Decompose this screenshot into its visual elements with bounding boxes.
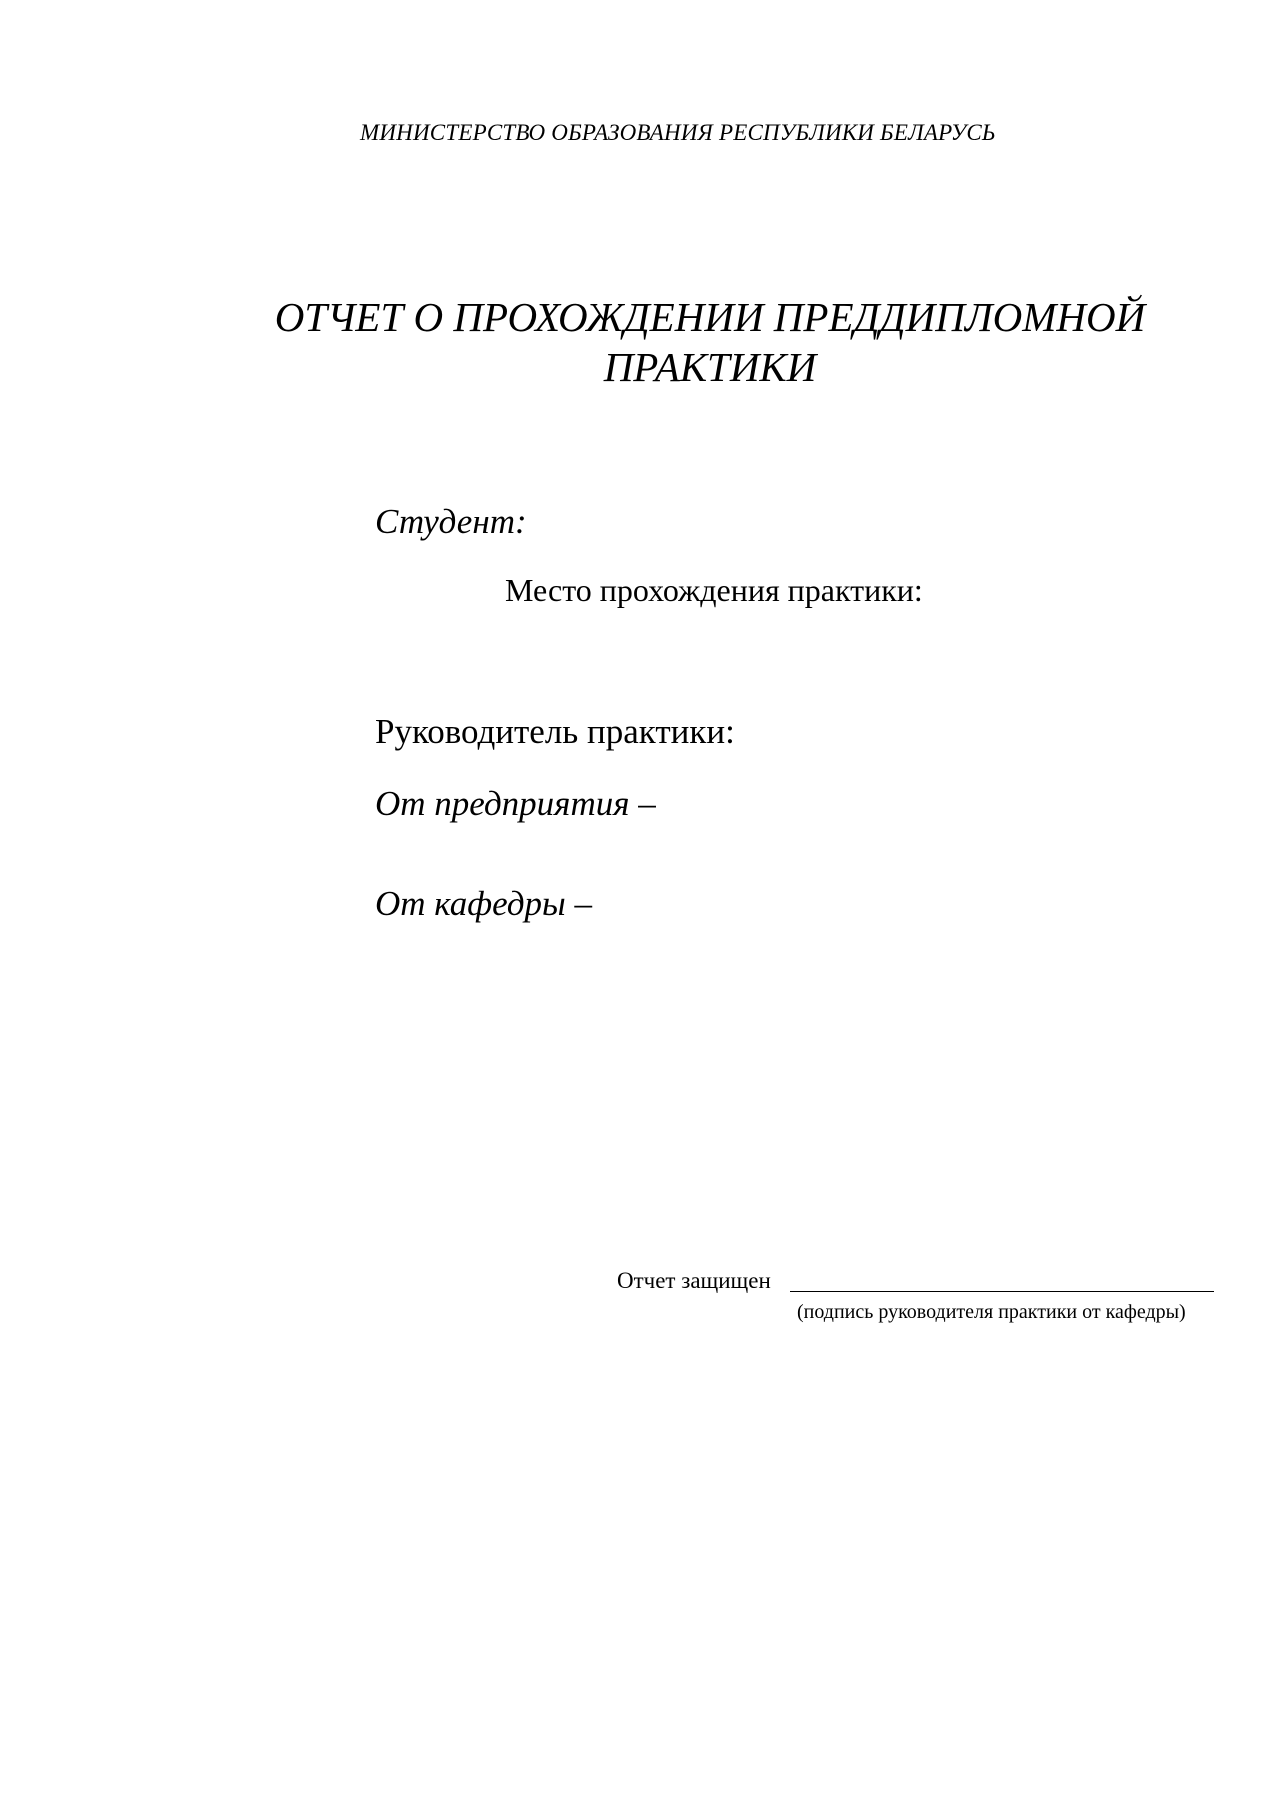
from-company-label: От предприятия –: [375, 784, 656, 823]
signature-caption: (подпись руководителя практики от кафедры): [797, 1301, 1186, 1323]
practice-supervisor-label: Руководитель практики:: [375, 712, 735, 751]
report-title: [0, 292, 1280, 392]
signature-line: [790, 1273, 1214, 1292]
ministry-header: МИНИСТЕРСТВО ОБРАЗОВАНИЯ РЕСПУБЛИКИ БЕЛАРУСЬ: [360, 120, 996, 145]
report-title-line-2: ПРАКТИКИ: [603, 344, 817, 390]
student-label: Студент:: [375, 502, 527, 541]
practice-place-label: Место прохождения практики:: [505, 572, 923, 608]
report-title-line-1: ОТЧЕТ О ПРОХОЖДЕНИИ ПРЕДДИПЛОМНОЙ: [274, 294, 1146, 340]
report-defended-label: Отчет защищен: [617, 1268, 771, 1293]
from-department-label: От кафедры –: [375, 884, 592, 923]
